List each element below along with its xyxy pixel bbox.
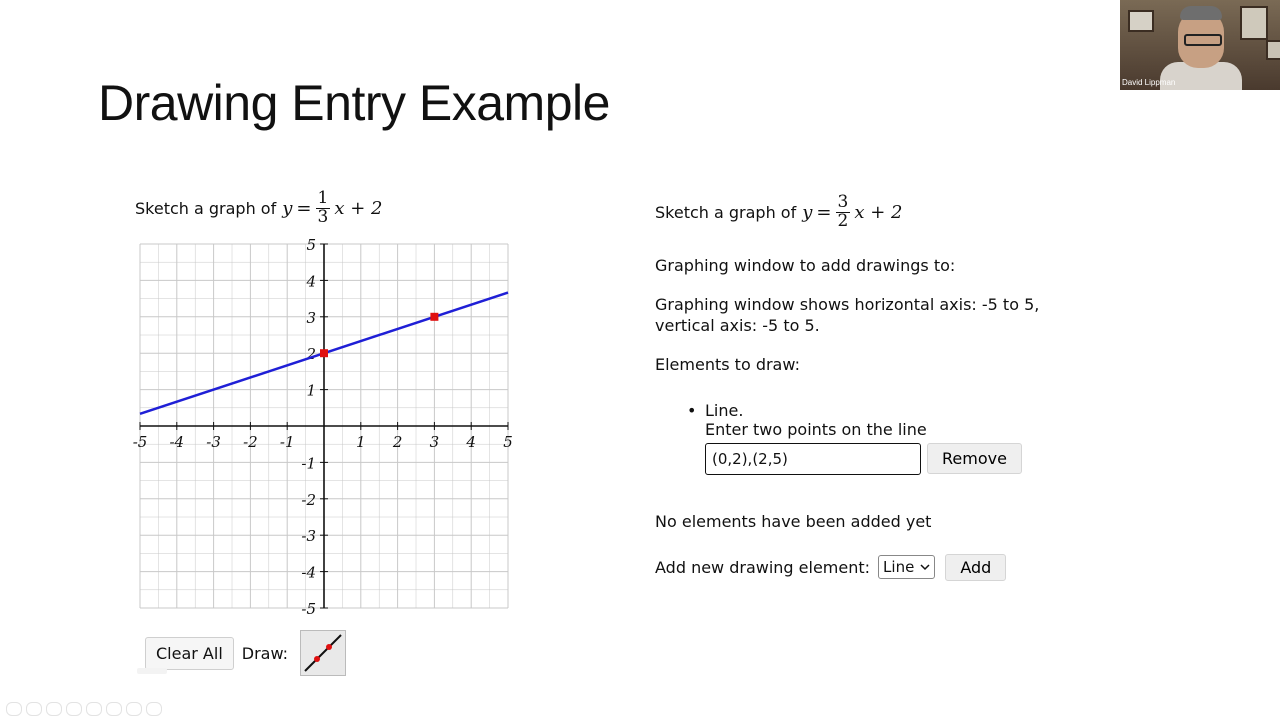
x-tick-label: -2	[243, 433, 258, 451]
x-tick-label: -1	[279, 433, 295, 451]
x-tick-label: 5	[503, 433, 513, 451]
line-tool-icon	[301, 631, 345, 675]
left-equation	[282, 190, 382, 227]
line-point-marker	[320, 349, 328, 357]
y-tick-label: 4	[306, 272, 316, 291]
y-tick-label: 1	[306, 381, 316, 400]
video-person-hair	[1180, 6, 1222, 20]
video-picture-frame	[1128, 10, 1154, 32]
right-eq-tail: x + 2	[854, 201, 903, 223]
camera-icon[interactable]	[126, 702, 142, 716]
y-tick-label: -2	[301, 490, 316, 509]
points-input[interactable]	[705, 443, 921, 475]
slide-title: Drawing Entry Example	[98, 75, 610, 131]
left-eq-denominator: 3	[317, 206, 329, 227]
x-tick-label: 2	[392, 433, 403, 451]
element-list-item	[687, 401, 1095, 475]
element-type-select[interactable]	[878, 555, 935, 579]
bullet: •	[687, 400, 697, 420]
left-question	[135, 190, 382, 227]
prev-icon[interactable]	[6, 702, 22, 716]
add-button[interactable]: Add	[945, 554, 1006, 581]
element-instruction: Enter two points on the line	[705, 419, 927, 439]
right-eq-equals: =	[816, 201, 832, 223]
x-tick-label: -5	[132, 433, 148, 451]
window-description: Graphing window shows horizontal axis: -5 to 5, vertical axis: -5 to 5.	[655, 294, 1040, 335]
right-question-prefix: Sketch a graph of	[655, 202, 797, 222]
right-equation	[802, 194, 902, 231]
subtitles-icon[interactable]	[106, 702, 122, 716]
slide-controls	[6, 702, 162, 716]
video-person-glasses	[1184, 34, 1222, 46]
x-tick-label: 4	[466, 433, 476, 451]
left-eq-fraction	[316, 190, 331, 227]
x-tick-label: 3	[429, 433, 440, 451]
elements-label: Elements to draw:	[655, 354, 800, 374]
slides-icon[interactable]	[66, 702, 82, 716]
more-icon[interactable]	[146, 702, 162, 716]
video-participant-name: David Lippman	[1122, 78, 1176, 87]
left-eq-var: y	[282, 197, 293, 219]
video-picture-frame	[1266, 40, 1280, 60]
graph-canvas[interactable]	[128, 236, 518, 616]
video-picture-frame	[1240, 6, 1268, 40]
line-point-marker	[430, 313, 438, 321]
y-tick-label: -4	[301, 563, 316, 582]
element-name: Line.	[705, 400, 744, 420]
window-label: Graphing window to add drawings to:	[655, 255, 956, 275]
y-tick-label: 5	[306, 236, 316, 254]
scroll-strip	[137, 668, 167, 674]
y-tick-label: -3	[301, 527, 316, 546]
y-tick-label: -5	[301, 600, 316, 616]
next-icon[interactable]	[26, 702, 42, 716]
x-tick-label: 1	[356, 433, 366, 451]
x-tick-label: -3	[206, 433, 221, 451]
right-eq-numerator: 3	[837, 192, 849, 212]
left-eq-numerator: 1	[317, 188, 329, 208]
graph-toolbar	[145, 630, 346, 676]
add-element-label: Add new drawing element:	[655, 557, 871, 577]
clear-all-button[interactable]: Clear All	[145, 637, 234, 670]
right-eq-var: y	[802, 201, 813, 223]
zoom-icon[interactable]	[86, 702, 102, 716]
element-input-row	[705, 443, 1022, 475]
video-thumbnail	[1120, 0, 1280, 90]
left-eq-equals: =	[296, 197, 312, 219]
left-question-prefix: Sketch a graph of	[135, 198, 277, 218]
right-question	[655, 194, 1095, 231]
line-tool-button[interactable]	[300, 630, 346, 676]
right-eq-fraction	[836, 194, 851, 231]
pen-icon[interactable]	[46, 702, 62, 716]
y-tick-label: 2	[306, 345, 316, 364]
no-elements-message: No elements have been added yet	[655, 511, 932, 531]
left-eq-tail: x + 2	[334, 197, 383, 219]
question-panel	[655, 194, 1095, 581]
draw-label: Draw:	[241, 643, 289, 663]
chevron-down-icon	[920, 563, 930, 571]
graph-svg[interactable]	[128, 236, 518, 616]
element-body	[705, 401, 1022, 475]
right-eq-denominator: 2	[837, 210, 849, 231]
add-element-row	[655, 554, 1095, 581]
y-tick-label: -1	[301, 454, 316, 473]
remove-button[interactable]: Remove	[927, 443, 1022, 474]
element-type-value: Line	[883, 558, 915, 577]
y-tick-label: 3	[306, 308, 316, 327]
x-tick-label: -4	[169, 433, 185, 451]
